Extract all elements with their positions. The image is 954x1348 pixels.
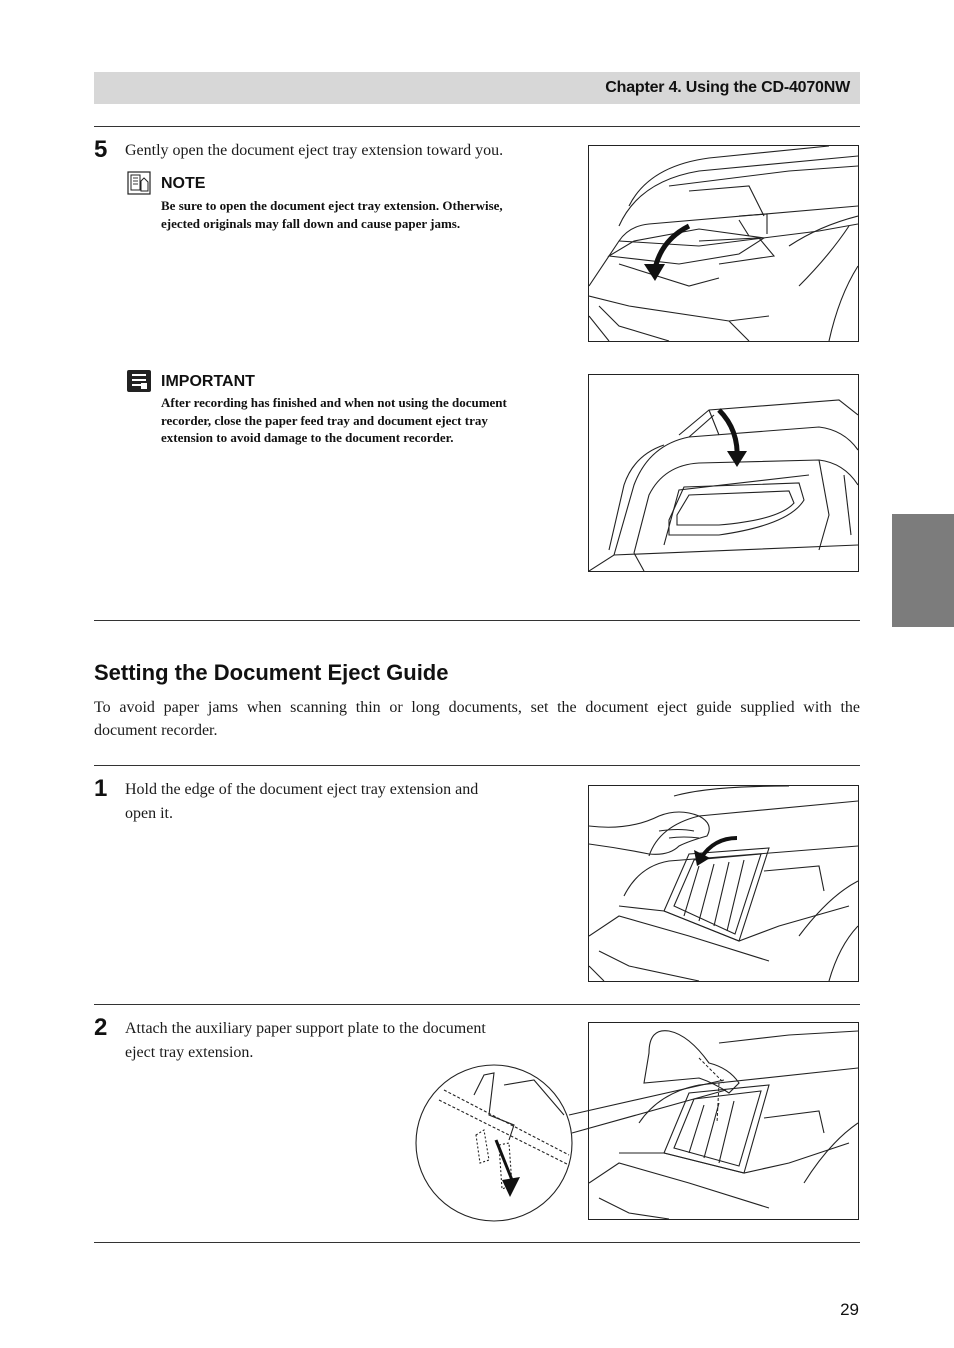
illustration-closed-trays bbox=[588, 374, 859, 572]
section-intro bbox=[94, 697, 860, 742]
intro-line: document recorder. bbox=[94, 721, 218, 739]
chapter-side-tab bbox=[892, 514, 954, 627]
important-line: extension to avoid damage to the document recorder. bbox=[161, 430, 454, 445]
step-text bbox=[125, 778, 478, 826]
note-label: NOTE bbox=[161, 175, 206, 192]
zoom-detail-illustration bbox=[414, 1055, 744, 1225]
section-title: Setting the Document Eject Guide bbox=[94, 660, 449, 685]
illustration-open-tray-extension bbox=[588, 145, 859, 342]
note-line: Be sure to open the document eject tray extension. Otherwise, bbox=[161, 198, 503, 213]
step-number: 5 bbox=[94, 136, 108, 163]
illustration-hand-opening-extension bbox=[588, 785, 859, 982]
divider bbox=[94, 1004, 860, 1005]
step-number: 1 bbox=[94, 775, 108, 802]
important-label: IMPORTANT bbox=[161, 373, 255, 390]
step-line: Hold the edge of the document eject tray extension and bbox=[125, 781, 479, 798]
intro-line: To avoid paper jams when scanning thin or long documents, set the document eject guide supplied with the bbox=[94, 699, 860, 716]
important-icon bbox=[126, 369, 152, 398]
chapter-title: Chapter 4. Using the CD-4070NW bbox=[605, 79, 850, 96]
step-text: Gently open the document eject tray extension toward you. bbox=[125, 142, 504, 159]
divider bbox=[94, 126, 860, 127]
step-line: open it. bbox=[125, 805, 173, 822]
divider bbox=[94, 1242, 860, 1243]
note-body bbox=[161, 197, 503, 232]
chapter-header-bar bbox=[94, 72, 860, 104]
important-line: recorder, close the paper feed tray and document eject tray bbox=[161, 412, 488, 428]
important-body bbox=[161, 394, 507, 447]
step-number: 2 bbox=[94, 1014, 108, 1041]
note-line: ejected originals may fall down and cause paper jams. bbox=[161, 215, 461, 231]
page-number: 29 bbox=[840, 1300, 859, 1319]
step-line: eject tray extension. bbox=[125, 1044, 254, 1061]
important-line: After recording has finished and when not using the document bbox=[161, 395, 507, 410]
divider bbox=[94, 620, 860, 621]
step-line: Attach the auxiliary paper support plate to the document bbox=[125, 1020, 486, 1037]
divider bbox=[94, 765, 860, 766]
note-icon bbox=[127, 171, 151, 200]
